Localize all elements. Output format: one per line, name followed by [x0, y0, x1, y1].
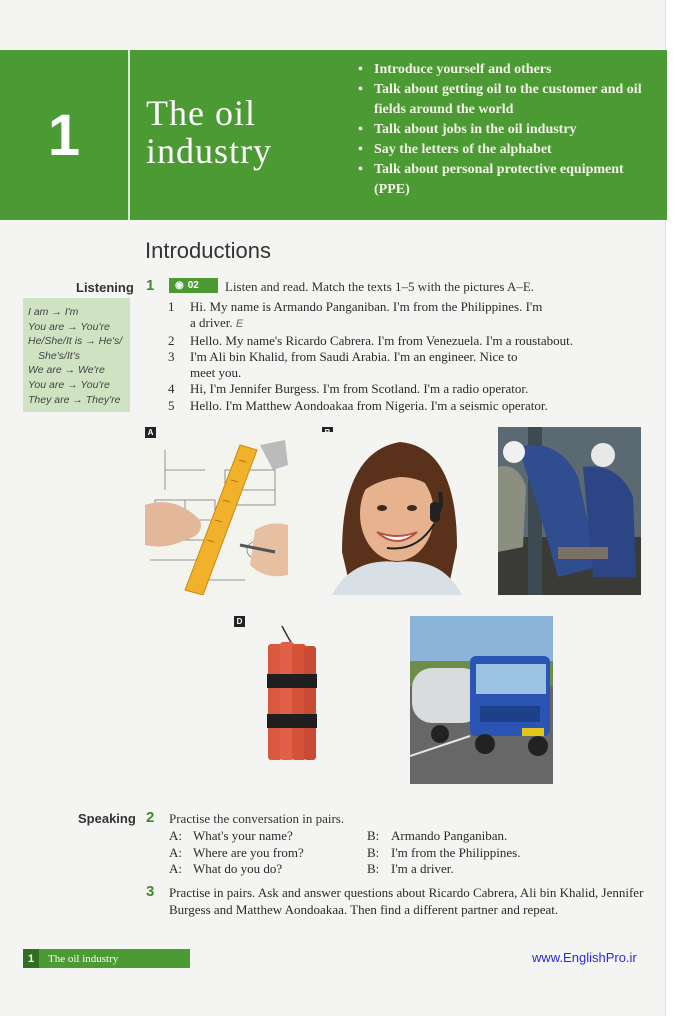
text-item — [168, 398, 638, 414]
unit-number: 1 — [0, 50, 130, 220]
speaking-label: Speaking — [78, 811, 136, 826]
exercise3-instruction: Practise in pairs. Ask and answer questions about Ricardo Cabrera, Ali bin Khalid, Jennifer Burgess and Matthew Aondoakaa. Then find a different partner and repeat. — [169, 885, 644, 917]
objective-item: • Say the letters of the alphabet — [358, 140, 658, 160]
example-answer: E — [235, 318, 244, 331]
dialog-line-a: What's your name? — [193, 828, 293, 843]
objective-item: • Talk about jobs in the oil industry — [358, 120, 658, 140]
objective-item: • Introduce yourself and others — [358, 60, 658, 80]
exercise-instruction: Listen and read. Match the texts 1–5 with the pictures A–E. — [225, 279, 535, 294]
audio-track-badge[interactable] — [169, 278, 218, 293]
exercise2-instruction: Practise the conversation in pairs. — [169, 811, 345, 826]
dialog-line-b: I'm a driver. — [391, 861, 454, 876]
text-item — [168, 299, 638, 315]
page-number: 1 — [23, 949, 39, 968]
unit-title-line1: The oil — [146, 93, 256, 133]
dialog-row — [169, 845, 649, 862]
unit-objectives — [358, 60, 658, 200]
text-number: 4 — [168, 381, 175, 397]
reading-texts — [168, 299, 638, 414]
footer-bar — [23, 949, 190, 968]
speaker-a: A: — [169, 828, 182, 843]
picture-label-a: A — [145, 427, 156, 438]
language-line: We are → We're — [28, 364, 105, 377]
language-line: She's/It's — [38, 349, 80, 362]
picture-a-engineer — [145, 440, 288, 595]
audio-track-number: 02 — [187, 280, 199, 291]
speaker-a: A: — [169, 844, 182, 860]
dialog-line-a: Where are you from? — [193, 844, 304, 860]
text-item — [168, 333, 638, 349]
page-edge — [665, 0, 682, 1016]
dialog-row — [169, 861, 649, 878]
text-item-continued — [168, 315, 638, 332]
unit-title-line2: industry — [146, 131, 273, 171]
language-line: You are → You're — [28, 320, 110, 333]
language-line: I am → I'm — [28, 306, 79, 318]
dialog-line-b: I'm from the Philippines. — [391, 844, 521, 860]
footer-unit-title: The oil industry — [48, 952, 119, 965]
language-line: You are → You're — [28, 378, 110, 391]
objective-item: • Talk about personal protective equipment (PPE) — [358, 160, 658, 200]
language-line: He/She/It is → He's/ — [28, 335, 123, 348]
listening-label: Listening — [76, 280, 134, 295]
text-number: 1 — [168, 299, 175, 314]
watermark-link[interactable]: www.EnglishPro.ir — [532, 950, 637, 965]
text-item — [168, 349, 638, 365]
speaker-a: A: — [169, 861, 182, 876]
exercise2-number: 2 — [146, 809, 155, 826]
exercise-number: 1 — [146, 277, 155, 294]
text-line: I'm Ali bin Khalid, from Saudi Arabia. I'm an engineer. Nice to — [190, 348, 518, 364]
text-item — [168, 381, 638, 397]
dialog-line-a: What do you do? — [193, 861, 283, 876]
objective-item: • Talk about getting oil to the customer and oil fields around the world — [358, 80, 658, 120]
text-line: Hello. My name's Ricardo Cabrera. I'm from Venezuela. I'm a roustabout. — [190, 332, 573, 348]
text-line: a driver. — [190, 315, 233, 331]
speaker-b: B: — [367, 844, 380, 860]
unit-header — [0, 50, 667, 220]
text-item-continued: meet you. — [190, 365, 242, 381]
picture-c-roustabouts — [498, 427, 641, 595]
speaker-b: B: — [367, 861, 380, 876]
play-icon: ◉ — [175, 280, 184, 291]
text-line: Hi. My name is Armando Panganiban. I'm from the Philippines. I'm — [190, 299, 543, 314]
picture-e-tanker-truck — [410, 616, 553, 784]
language-box — [23, 298, 130, 412]
picture-d-explosive — [262, 622, 322, 764]
text-number: 5 — [168, 397, 175, 413]
speaker-b: B: — [367, 828, 380, 843]
section-title: Introductions — [145, 238, 271, 263]
language-line: They are → They're — [28, 393, 121, 406]
picture-label-d: D — [234, 616, 245, 627]
text-number: 2 — [168, 332, 175, 348]
conversation — [169, 828, 649, 878]
unit-title — [146, 94, 336, 170]
text-line: Hi, I'm Jennifer Burgess. I'm from Scotland. I'm a radio operator. — [190, 381, 529, 397]
dialog-line-b: Armando Panganiban. — [391, 828, 508, 843]
text-number: 3 — [168, 348, 175, 364]
text-line: Hello. I'm Matthew Aondoakaa from Nigeria. I'm a seismic operator. — [190, 397, 548, 413]
dialog-row — [169, 828, 649, 845]
exercise3-number: 3 — [146, 883, 155, 900]
picture-b-radio-operator — [322, 432, 472, 595]
